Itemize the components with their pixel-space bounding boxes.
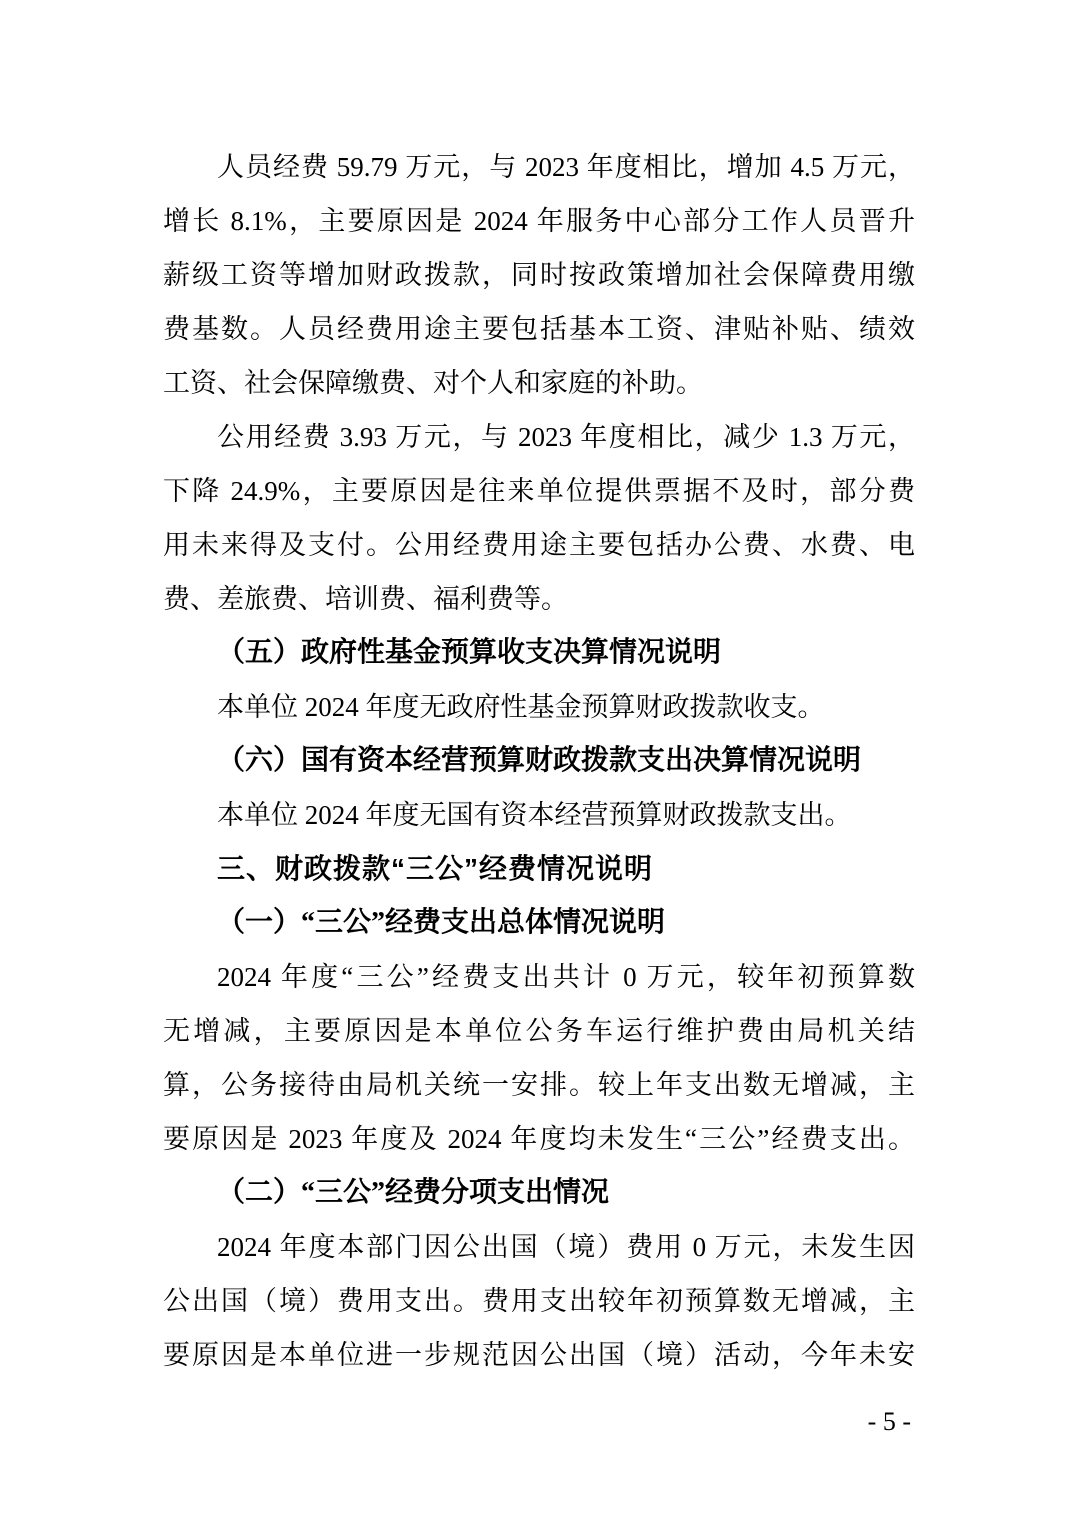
page-number: - 5 - xyxy=(867,1407,911,1436)
paragraph-gov-fund-none: 本单位 2024 年度无政府性基金预算财政拨款收支。 xyxy=(217,692,825,722)
text-line: 算，公务接待由局机关统一安排。较上年支出数无增减，主 xyxy=(163,1070,915,1100)
document-body xyxy=(163,140,915,1382)
heading-gov-fund-budget: （五）政府性基金预算收支决算情况说明 xyxy=(217,637,722,668)
text-line: 要原因是本单位进一步规范因公出国（境）活动，今年未安 xyxy=(163,1340,915,1370)
text-line: 人员经费 59.79 万元，与 2023 年度相比，增加 4.5 万元， xyxy=(217,152,915,182)
text-line: 增长 8.1%，主要原因是 2024 年服务中心部分工作人员晋升 xyxy=(163,206,915,236)
paragraph-overall-spending xyxy=(163,950,915,1166)
text-line: 薪级工资等增加财政拨款，同时按政策增加社会保障费用缴 xyxy=(163,260,915,290)
text-line: 公用经费 3.93 万元，与 2023 年度相比，减少 1.3 万元， xyxy=(217,422,915,452)
paragraph-personnel-expense xyxy=(163,140,915,410)
heading-overall-spending: （一）“三公”经费支出总体情况说明 xyxy=(217,907,666,938)
paragraph-abroad-expense xyxy=(163,1220,915,1382)
text-line: 2024 年度本部门因公出国（境）费用 0 万元，未发生因 xyxy=(217,1232,915,1262)
text-line: 用未来得及支付。公用经费用途主要包括办公费、水费、电 xyxy=(163,530,915,560)
text-line: 无增减，主要原因是本单位公务车运行维护费由局机关结 xyxy=(163,1016,915,1046)
heading-itemized-spending: （二）“三公”经费分项支出情况 xyxy=(217,1177,610,1208)
heading-state-capital-budget: （六）国有资本经营预算财政拨款支出决算情况说明 xyxy=(217,745,862,776)
text-line: 费、差旅费、培训费、福利费等。 xyxy=(163,584,568,614)
text-line: 2024 年度“三公”经费支出共计 0 万元，较年初预算数 xyxy=(217,962,915,992)
text-line: 费基数。人员经费用途主要包括基本工资、津贴补贴、绩效 xyxy=(163,314,915,344)
paragraph-public-expense xyxy=(163,410,915,626)
text-line: 工资、社会保障缴费、对个人和家庭的补助。 xyxy=(163,368,703,398)
text-line: 下降 24.9%，主要原因是往来单位提供票据不及时，部分费 xyxy=(163,476,915,506)
paragraph-state-capital-none: 本单位 2024 年度无国有资本经营预算财政拨款支出。 xyxy=(217,800,852,830)
text-line: 公出国（境）费用支出。费用支出较年初预算数无增减，主 xyxy=(163,1286,915,1316)
heading-three-public-funds: 三、财政拨款“三公”经费情况说明 xyxy=(217,853,654,884)
text-line: 要原因是 2023 年度及 2024 年度均未发生“三公”经费支出。 xyxy=(163,1124,915,1154)
